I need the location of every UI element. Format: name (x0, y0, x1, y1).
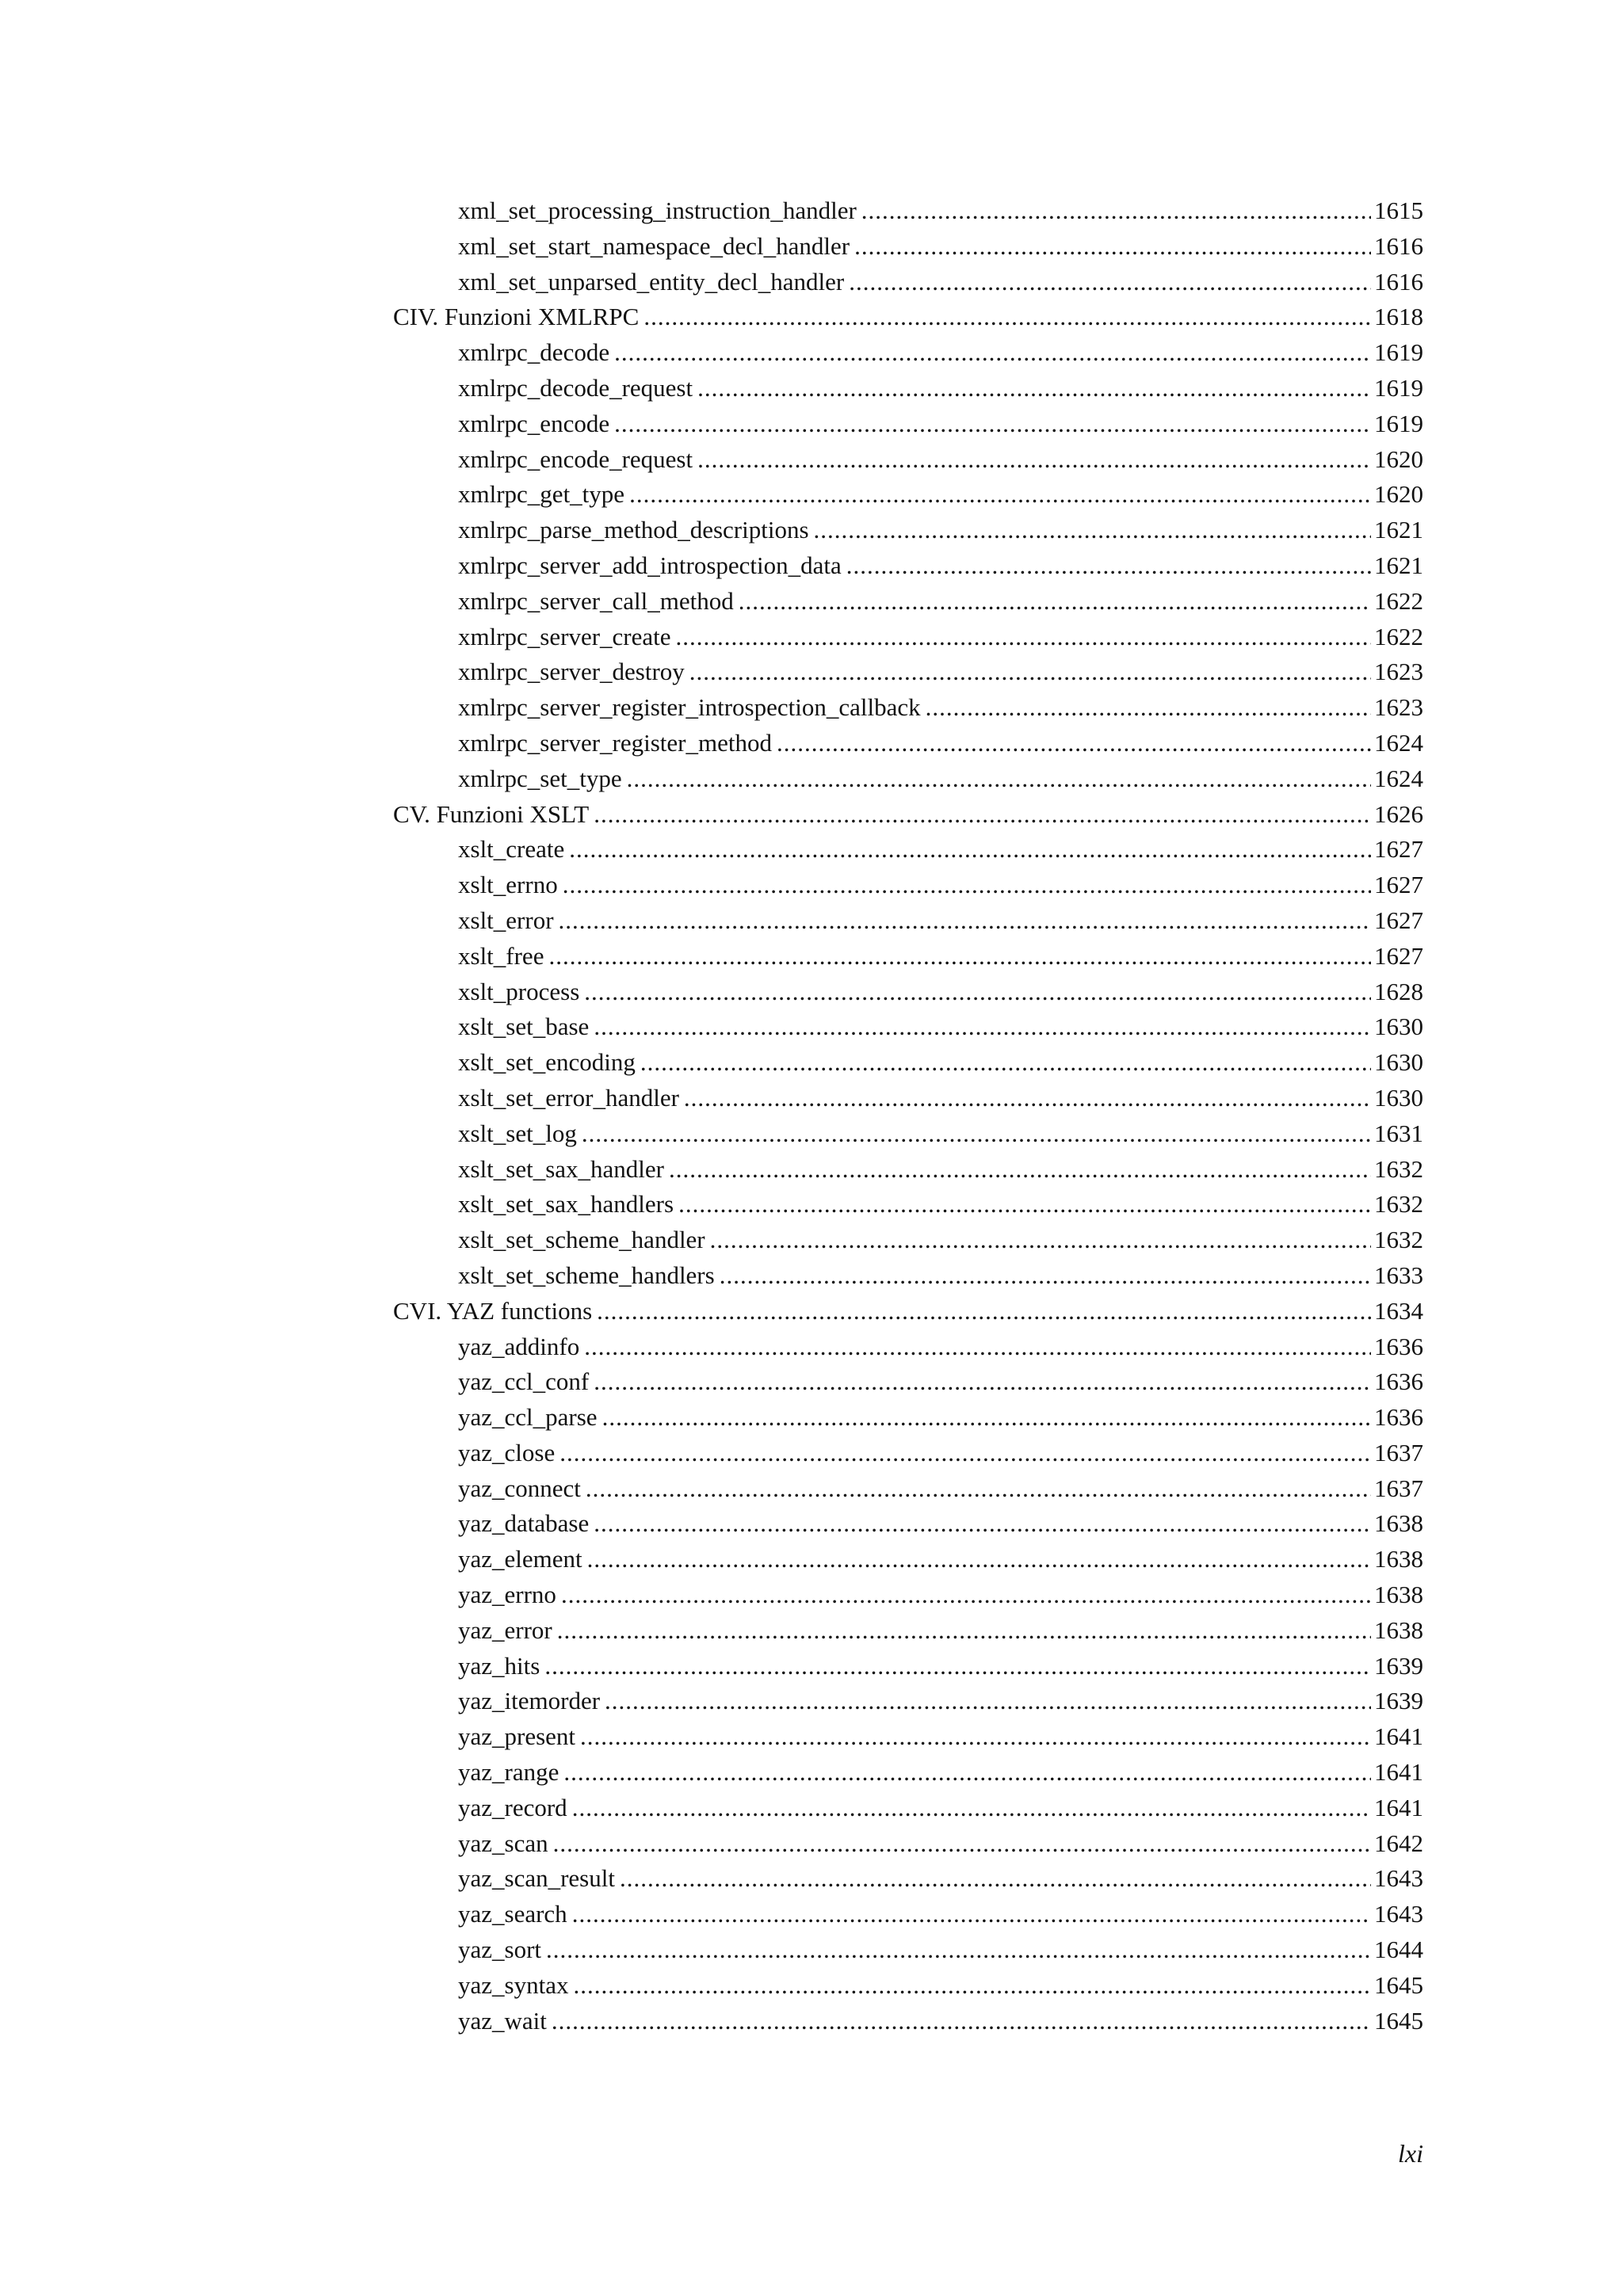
toc-entry[interactable] (393, 832, 1423, 868)
dot-leader (569, 832, 1371, 868)
toc-entry-page-number: 1620 (1374, 480, 1423, 509)
toc-entry[interactable] (393, 1932, 1423, 1968)
toc-entry[interactable] (393, 193, 1423, 229)
toc-entry[interactable] (393, 1506, 1423, 1542)
dot-leader (580, 1719, 1371, 1755)
dot-leader (814, 513, 1371, 548)
toc-entry-page-number: 1636 (1374, 1367, 1423, 1396)
toc-entry-title: xmlrpc_server_register_introspection_callback (458, 693, 921, 722)
toc-entry-title: xml_set_processing_instruction_handler (458, 196, 857, 224)
toc-entry-title: yaz_hits (458, 1651, 540, 1680)
dot-leader (739, 584, 1371, 620)
toc-entry-page-number: 1636 (1374, 1403, 1423, 1432)
toc-entry-title: yaz_ccl_parse (458, 1403, 598, 1432)
toc-entry-page-number: 1616 (1374, 231, 1423, 260)
toc-entry-title: yaz_errno (458, 1581, 556, 1609)
toc-entry-page-number: 1618 (1374, 303, 1423, 331)
toc-entry[interactable] (393, 1649, 1423, 1684)
toc-entry-page-number: 1643 (1374, 1864, 1423, 1893)
page-number: lxi (1398, 2139, 1423, 2168)
toc-entry-title: yaz_database (458, 1509, 590, 1538)
toc-entry[interactable] (393, 584, 1423, 620)
toc-entry-title: xslt_error (458, 906, 554, 934)
toc-entry-title: xmlrpc_encode_request (458, 444, 693, 473)
toc-entry-page-number: 1637 (1374, 1474, 1423, 1502)
toc-entry-page-number: 1638 (1374, 1509, 1423, 1538)
dot-leader (584, 974, 1371, 1010)
toc-entry[interactable] (393, 868, 1423, 903)
toc-entry-page-number: 1627 (1374, 906, 1423, 934)
toc-entry-title: xslt_create (458, 835, 565, 864)
toc-entry-title: yaz_syntax (458, 1970, 569, 1999)
toc-entry-title: xmlrpc_parse_method_descriptions (458, 516, 809, 544)
toc-entry-title: CIV. Funzioni XMLRPC (393, 303, 640, 331)
toc-entry[interactable] (393, 2004, 1423, 2039)
toc-entry[interactable] (393, 1009, 1423, 1045)
toc-section-heading[interactable] (393, 299, 1423, 335)
dot-leader (572, 1897, 1371, 1932)
dot-leader (605, 1684, 1371, 1719)
dot-leader (586, 1471, 1371, 1507)
toc-entry-page-number: 1632 (1374, 1226, 1423, 1254)
toc-entry-page-number: 1621 (1374, 551, 1423, 579)
toc-entry[interactable] (393, 265, 1423, 300)
toc-entry-page-number: 1638 (1374, 1581, 1423, 1609)
toc-entry-page-number: 1641 (1374, 1722, 1423, 1751)
toc-section-heading[interactable] (393, 797, 1423, 833)
toc-entry-page-number: 1633 (1374, 1261, 1423, 1289)
dot-leader (561, 1577, 1371, 1613)
toc-entry-title: yaz_scan (458, 1829, 548, 1857)
toc-entry-title: xslt_set_encoding (458, 1048, 636, 1077)
toc-entry[interactable] (393, 1861, 1423, 1897)
toc-entry-page-number: 1639 (1374, 1687, 1423, 1715)
toc-entry-title: yaz_ccl_conf (458, 1367, 590, 1396)
toc-entry-title: CVI. YAZ functions (393, 1296, 593, 1325)
toc-entry-page-number: 1638 (1374, 1545, 1423, 1573)
toc-entry-page-number: 1623 (1374, 693, 1423, 722)
dot-leader (627, 761, 1371, 797)
toc-entry-title: CV. Funzioni XSLT (393, 799, 590, 828)
toc-entry[interactable] (393, 1826, 1423, 1862)
toc-entry-page-number: 1634 (1374, 1296, 1423, 1325)
dot-leader (557, 1613, 1371, 1649)
toc-entry[interactable] (393, 1081, 1423, 1116)
toc-entry-page-number: 1615 (1374, 196, 1423, 224)
dot-leader (676, 620, 1371, 655)
toc-entry-page-number: 1622 (1374, 586, 1423, 615)
dot-leader (926, 690, 1371, 726)
toc-entry[interactable] (393, 513, 1423, 548)
toc-entry-title: xslt_free (458, 941, 544, 970)
dot-leader (854, 229, 1371, 265)
toc-entry-page-number: 1619 (1374, 409, 1423, 437)
toc-entry-title: xmlrpc_encode (458, 409, 610, 437)
toc-entry-title: xmlrpc_decode_request (458, 373, 693, 402)
dot-leader (594, 1506, 1371, 1542)
toc-entry[interactable] (393, 690, 1423, 726)
toc-entry[interactable] (393, 1897, 1423, 1932)
dot-leader (678, 1187, 1371, 1222)
toc-entry-title: yaz_close (458, 1438, 556, 1466)
toc-entry-page-number: 1630 (1374, 1048, 1423, 1077)
toc-entry[interactable] (393, 371, 1423, 406)
toc-entry-page-number: 1637 (1374, 1438, 1423, 1466)
toc-entry-title: yaz_connect (458, 1474, 581, 1502)
dot-leader (669, 1152, 1371, 1188)
dot-leader (697, 442, 1371, 478)
toc-entry[interactable] (393, 654, 1423, 690)
toc-entry-page-number: 1630 (1374, 1083, 1423, 1112)
toc-entry[interactable] (393, 1968, 1423, 2004)
dot-leader (597, 1294, 1371, 1329)
dot-leader (620, 1861, 1371, 1897)
dot-leader (689, 654, 1371, 690)
toc-entry[interactable] (393, 1577, 1423, 1613)
toc-entry-title: xmlrpc_server_add_introspection_data (458, 551, 842, 579)
toc-entry[interactable] (393, 1684, 1423, 1719)
toc-entry-title: yaz_itemorder (458, 1687, 601, 1715)
toc-entry-title: xslt_set_log (458, 1119, 577, 1147)
toc-entry-page-number: 1619 (1374, 373, 1423, 402)
dot-leader (629, 477, 1371, 513)
toc-entry[interactable] (393, 1542, 1423, 1577)
toc-entry-title: xml_set_start_namespace_decl_handler (458, 231, 850, 260)
toc-entry-title: xslt_set_error_handler (458, 1083, 679, 1112)
dot-leader (849, 265, 1371, 300)
toc-entry-page-number: 1622 (1374, 622, 1423, 650)
toc-entry-title: xslt_process (458, 977, 580, 1005)
toc-entry-title: yaz_element (458, 1545, 582, 1573)
toc-entry-page-number: 1631 (1374, 1119, 1423, 1147)
toc-entry[interactable] (393, 620, 1423, 655)
toc-entry-page-number: 1641 (1374, 1793, 1423, 1821)
toc-entry[interactable] (393, 335, 1423, 371)
toc-entry-title: xmlrpc_get_type (458, 480, 625, 509)
toc-entry[interactable] (393, 406, 1423, 442)
toc-entry-page-number: 1627 (1374, 871, 1423, 899)
toc-entry[interactable] (393, 1152, 1423, 1188)
dot-leader (861, 193, 1371, 229)
toc-entry-page-number: 1632 (1374, 1154, 1423, 1183)
toc-entry[interactable] (393, 1791, 1423, 1826)
dot-leader (777, 726, 1371, 761)
toc-entry-title: xmlrpc_server_destroy (458, 658, 685, 686)
toc-entry[interactable] (393, 1364, 1423, 1400)
toc-entry-page-number: 1641 (1374, 1758, 1423, 1787)
toc-entry-title: yaz_wait (458, 2006, 547, 2035)
toc-entry-page-number: 1639 (1374, 1651, 1423, 1680)
toc-entry-title: xml_set_unparsed_entity_decl_handler (458, 267, 845, 296)
toc-entry-title: xslt_set_scheme_handler (458, 1226, 705, 1254)
dot-leader (548, 939, 1371, 974)
toc-entry[interactable] (393, 761, 1423, 797)
dot-leader (602, 1400, 1371, 1436)
toc-entry-page-number: 1632 (1374, 1190, 1423, 1219)
toc-entry-page-number: 1616 (1374, 267, 1423, 296)
toc-entry[interactable] (393, 1755, 1423, 1791)
dot-leader (594, 797, 1371, 833)
dot-leader (594, 1364, 1371, 1400)
toc-entry-title: yaz_search (458, 1900, 567, 1928)
toc-entry[interactable] (393, 726, 1423, 761)
toc-entry[interactable] (393, 903, 1423, 939)
toc-entry[interactable] (393, 1187, 1423, 1222)
toc-entry-page-number: 1621 (1374, 516, 1423, 544)
dot-leader (684, 1081, 1371, 1116)
toc-entry-page-number: 1627 (1374, 835, 1423, 864)
dot-leader (614, 406, 1371, 442)
dot-leader (552, 2004, 1371, 2039)
toc-entry[interactable] (393, 1045, 1423, 1081)
toc-entry-title: yaz_present (458, 1722, 576, 1751)
toc-entry-title: yaz_scan_result (458, 1864, 615, 1893)
table-of-contents (393, 193, 1423, 2039)
toc-entry-title: yaz_addinfo (458, 1332, 580, 1360)
toc-entry-title: xmlrpc_decode (458, 338, 610, 367)
dot-leader (546, 1932, 1371, 1968)
toc-entry-page-number: 1628 (1374, 977, 1423, 1005)
toc-entry-title: yaz_error (458, 1615, 552, 1644)
toc-entry[interactable] (393, 1613, 1423, 1649)
dot-leader (584, 1329, 1371, 1365)
toc-entry-page-number: 1627 (1374, 941, 1423, 970)
toc-entry-title: yaz_record (458, 1793, 567, 1821)
toc-entry[interactable] (393, 1258, 1423, 1294)
toc-entry-title: xmlrpc_server_call_method (458, 586, 734, 615)
dot-leader (572, 1791, 1371, 1826)
toc-entry-title: xmlrpc_server_register_method (458, 728, 772, 757)
toc-entry-page-number: 1630 (1374, 1013, 1423, 1041)
toc-entry[interactable] (393, 1471, 1423, 1507)
dot-leader (573, 1968, 1371, 2004)
dot-leader (563, 868, 1371, 903)
toc-entry[interactable] (393, 1436, 1423, 1471)
dot-leader (846, 548, 1371, 584)
toc-entry-page-number: 1623 (1374, 658, 1423, 686)
dot-leader (559, 903, 1371, 939)
dot-leader (563, 1755, 1371, 1791)
toc-entry-page-number: 1636 (1374, 1332, 1423, 1360)
dot-leader (640, 1045, 1371, 1081)
toc-entry-page-number: 1644 (1374, 1936, 1423, 1964)
dot-leader (587, 1542, 1371, 1577)
toc-entry-page-number: 1642 (1374, 1829, 1423, 1857)
dot-leader (643, 299, 1371, 335)
toc-entry-title: xslt_set_sax_handler (458, 1154, 665, 1183)
toc-entry[interactable] (393, 477, 1423, 513)
toc-entry-title: xmlrpc_set_type (458, 764, 622, 792)
toc-entry[interactable] (393, 1222, 1423, 1258)
toc-entry-page-number: 1645 (1374, 2006, 1423, 2035)
dot-leader (614, 335, 1371, 371)
toc-entry[interactable] (393, 974, 1423, 1010)
toc-entry-title: xslt_set_base (458, 1013, 590, 1041)
toc-entry[interactable] (393, 1329, 1423, 1365)
toc-section-heading[interactable] (393, 1294, 1423, 1329)
toc-entry[interactable] (393, 939, 1423, 974)
toc-entry[interactable] (393, 1719, 1423, 1755)
toc-entry-title: xmlrpc_server_create (458, 622, 671, 650)
toc-entry-page-number: 1626 (1374, 799, 1423, 828)
toc-entry-title: xslt_set_scheme_handlers (458, 1261, 715, 1289)
dot-leader (594, 1009, 1371, 1045)
toc-entry[interactable] (393, 548, 1423, 584)
toc-entry-title: xslt_set_sax_handlers (458, 1190, 674, 1219)
toc-entry-page-number: 1643 (1374, 1900, 1423, 1928)
toc-entry[interactable] (393, 442, 1423, 478)
toc-entry-page-number: 1620 (1374, 444, 1423, 473)
dot-leader (720, 1258, 1371, 1294)
toc-entry-title: yaz_sort (458, 1936, 542, 1964)
dot-leader (559, 1436, 1371, 1471)
dot-leader (553, 1826, 1371, 1862)
dot-leader (710, 1222, 1371, 1258)
toc-entry-page-number: 1624 (1374, 728, 1423, 757)
toc-entry-page-number: 1645 (1374, 1970, 1423, 1999)
toc-entry[interactable] (393, 1400, 1423, 1436)
toc-entry-page-number: 1619 (1374, 338, 1423, 367)
dot-leader (697, 371, 1371, 406)
toc-entry-page-number: 1638 (1374, 1615, 1423, 1644)
toc-entry[interactable] (393, 1116, 1423, 1152)
toc-entry-title: xslt_errno (458, 871, 558, 899)
dot-leader (582, 1116, 1371, 1152)
dot-leader (544, 1649, 1371, 1684)
toc-entry-page-number: 1624 (1374, 764, 1423, 792)
toc-entry-title: yaz_range (458, 1758, 559, 1787)
toc-entry[interactable] (393, 229, 1423, 265)
